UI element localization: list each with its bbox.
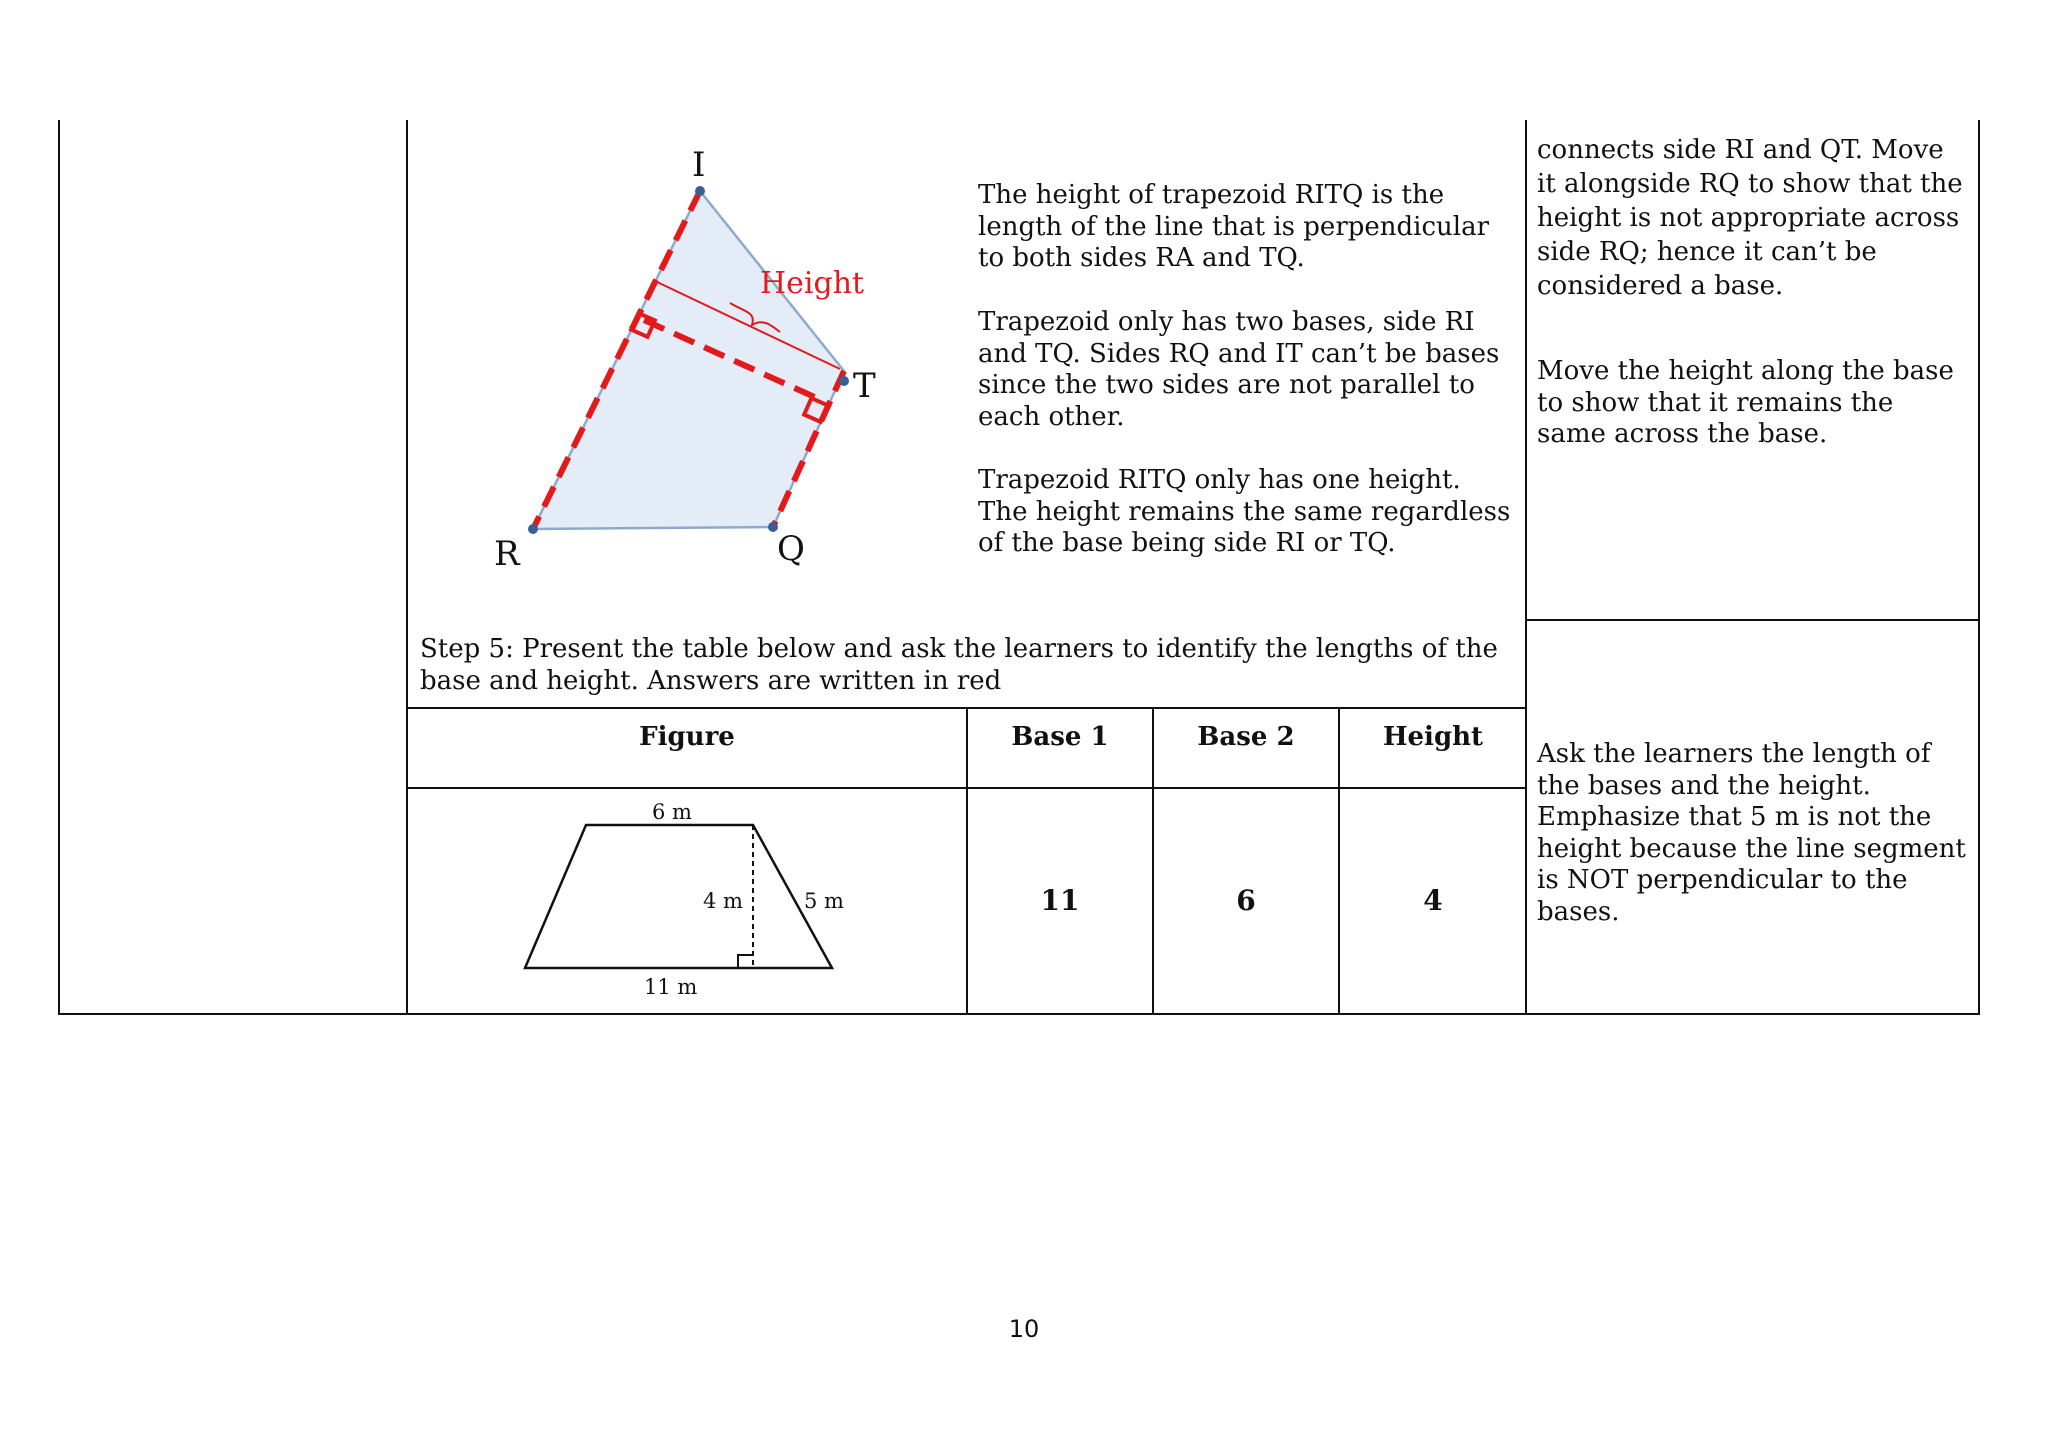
vertex-dot-t — [839, 376, 849, 386]
note-middle: Move the height along the base to show that it remains the same across the base. — [1537, 356, 1954, 449]
vertex-label-q: Q — [777, 529, 805, 569]
trapezoid-figure — [500, 795, 860, 1005]
table-header-base2: Base 2 — [1197, 722, 1295, 752]
base2-value: 6 — [1236, 884, 1256, 917]
trapezoid-outline — [525, 825, 832, 968]
trapezoid-ritq-diagram — [470, 135, 890, 585]
table-header-base1: Base 1 — [1011, 722, 1109, 752]
label-side: 5 m — [804, 889, 844, 913]
right-border — [1978, 120, 1980, 1015]
height-value: 4 — [1423, 884, 1443, 917]
note-bottom: Ask the learners the length of the bases and the height. Emphasize that 5 m is not the height because the line segment is NOT perpendicular to the bases. — [1537, 739, 1966, 927]
table-header-height: Height — [1382, 722, 1484, 752]
label-top-base: 6 m — [652, 800, 692, 824]
table-col-divider-1 — [966, 707, 968, 1014]
label-bottom-base: 11 m — [644, 975, 698, 999]
base1-value: 11 — [1040, 884, 1080, 917]
height-label: Height — [760, 266, 865, 301]
vertex-dot-r — [528, 524, 538, 534]
page-number: 10 — [1008, 1315, 1040, 1343]
table-col-divider-2 — [1152, 707, 1154, 1014]
table-header-figure: Figure — [639, 722, 735, 752]
vertex-dot-i — [695, 186, 705, 196]
table-col-divider-3 — [1338, 707, 1340, 1014]
explanation-paragraph-3: Trapezoid RITQ only has one height. The height remains the same regardless of the base being side RI or TQ. — [978, 465, 1511, 558]
column-divider-1 — [406, 120, 408, 1015]
label-height: 4 m — [703, 889, 743, 913]
note-top: connects side RI and QT. Move it alongside RQ to show that the height is not appropriate across side RQ; hence it can’t be considered a base. — [1537, 135, 1963, 301]
explanation-paragraph-2: Trapezoid only has two bases, side RI and TQ. Sides RQ and IT can’t be bases since the two sides are not parallel to each other. — [978, 307, 1500, 432]
vertex-label-r: R — [494, 534, 520, 574]
column-divider-2 — [1525, 120, 1527, 1015]
left-border — [58, 120, 60, 1015]
vertex-label-i: I — [692, 145, 706, 185]
bottom-border — [58, 1013, 1980, 1015]
vertex-label-t: T — [853, 366, 876, 406]
right-angle-marker — [738, 955, 753, 968]
step5-instruction: Step 5: Present the table below and ask the learners to identify the lengths of the base and height. Answers are written in red — [420, 634, 1498, 696]
explanation-paragraph-1: The height of trapezoid RITQ is the length of the line that is perpendicular to both sides RA and TQ. — [978, 180, 1490, 273]
notes-divider — [1525, 619, 1980, 621]
